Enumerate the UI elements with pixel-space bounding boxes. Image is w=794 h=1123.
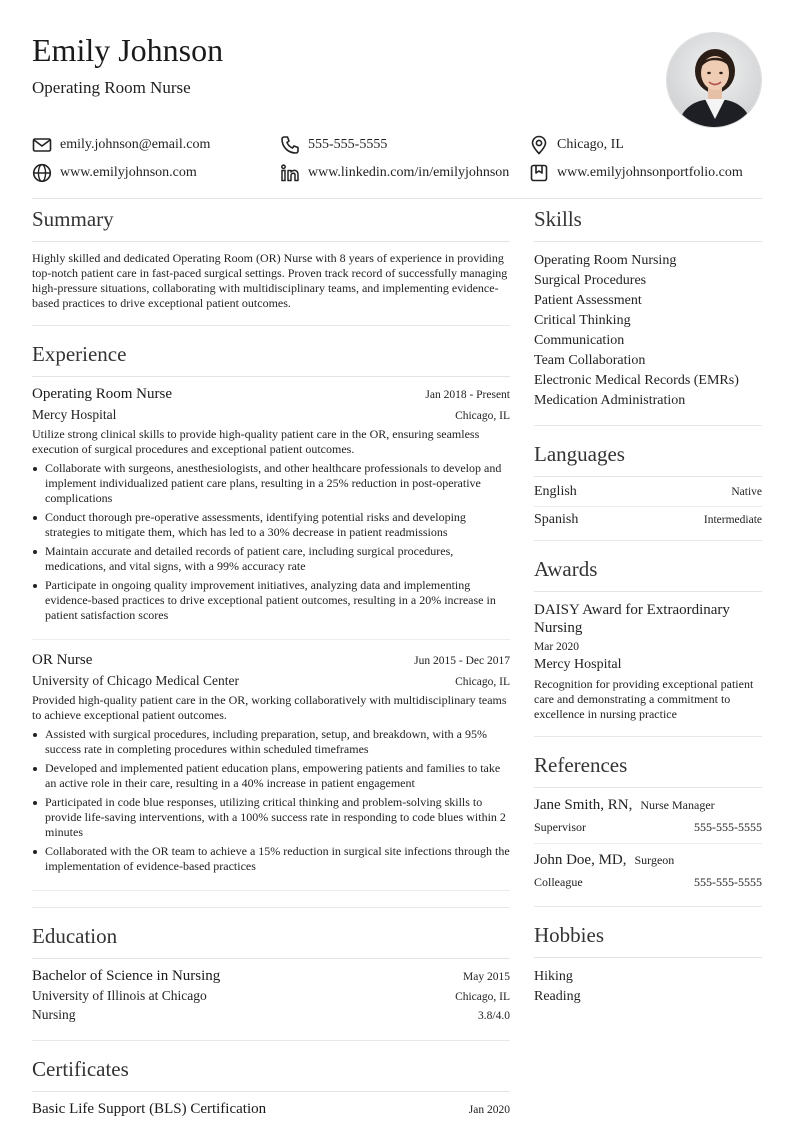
- contact-info: [32, 136, 762, 182]
- hobby-item: Hiking: [534, 969, 573, 984]
- experience-heading: Experience: [32, 342, 510, 377]
- contact-phone-text: 555-555-5555: [308, 137, 388, 152]
- reference-role: Nurse Manager: [640, 798, 715, 812]
- reference-relation: Supervisor: [534, 820, 586, 834]
- skill-item: Communication: [534, 333, 625, 348]
- skill-item: Surgical Procedures: [534, 273, 647, 288]
- skill-item: Patient Assessment: [534, 293, 642, 308]
- awards-heading: Awards: [534, 557, 762, 592]
- globe-icon: [32, 163, 52, 183]
- achievement-item: Participate in ongoing quality improvement initiatives, analyzing data and implementing evidence-based practices to drive exceptional patient outcomes, resulting in a 20% increase in patient satisfaction scores: [32, 578, 510, 623]
- languages-heading: Languages: [534, 442, 762, 477]
- job-employer: University of Chicago Medical Center: [32, 673, 239, 688]
- job-role: Operating Room Nurse: [32, 386, 172, 402]
- contact-portfolio[interactable]: [529, 164, 762, 182]
- job-achievements: [32, 727, 510, 874]
- achievement-item: Maintain accurate and detailed records of patient care, including surgical procedures, medications, and vital signs, with a 99% accuracy rate: [32, 544, 510, 574]
- language-item: [534, 479, 762, 507]
- reference-phone[interactable]: 555-555-5555: [694, 820, 762, 834]
- education-section: [32, 924, 510, 1041]
- summary-heading: Summary: [32, 207, 510, 242]
- skill-item: Team Collaboration: [534, 353, 646, 368]
- contact-linkedin-text: www.linkedin.com/in/emilyjohnson: [308, 165, 510, 180]
- phone-icon: [280, 135, 300, 155]
- award-date: Mar 2020: [534, 641, 580, 653]
- language-item: [534, 507, 762, 534]
- candidate-name: Emily Johnson: [32, 32, 224, 68]
- experience-section: [32, 342, 510, 908]
- job-location: Chicago, IL: [455, 410, 510, 422]
- skill-item: Operating Room Nursing: [534, 253, 677, 268]
- achievement-item: Collaborated with the OR team to achieve a 15% reduction in surgical site infections through the implementation of evidence-based practices: [32, 844, 510, 874]
- resume-body: [32, 207, 762, 1123]
- degree-name: Bachelor of Science in Nursing: [32, 968, 221, 984]
- graduation-date: May 2015: [463, 971, 510, 983]
- skills-heading: Skills: [534, 207, 762, 242]
- award-title: DAISY Award for Extraordinary Nursing: [534, 602, 730, 636]
- certificate-name: Basic Life Support (BLS) Certification: [32, 1101, 267, 1117]
- certificates-section: [32, 1057, 510, 1123]
- job-employer: Mercy Hospital: [32, 407, 117, 422]
- job-location: Chicago, IL: [455, 676, 510, 688]
- gpa: 3.8/4.0: [478, 1010, 510, 1022]
- school-name: University of Illinois at Chicago: [32, 988, 207, 1003]
- achievement-item: Collaborate with surgeons, anesthesiologists, and other healthcare professionals to develop and implement individualized patient care plans, resulting in a 25% reduction in post-operative complications: [32, 461, 510, 506]
- awards-section: [534, 557, 762, 737]
- award-description: Recognition for providing exceptional patient care and demonstrating a commitment to excellence in nursing practice: [534, 677, 754, 721]
- job-role: OR Nurse: [32, 652, 93, 668]
- left-column: [32, 207, 510, 1123]
- school-location: Chicago, IL: [455, 991, 510, 1003]
- map-pin-icon: [529, 135, 549, 155]
- contact-email[interactable]: [32, 136, 280, 154]
- field-of-study: Nursing: [32, 1007, 76, 1022]
- profile-photo: [666, 32, 762, 128]
- language-name: English: [534, 484, 577, 499]
- hobby-item: Reading: [534, 989, 581, 1004]
- linkedin-icon: [280, 163, 300, 183]
- reference-item: [534, 797, 762, 844]
- contact-location-text: Chicago, IL: [557, 137, 624, 152]
- language-name: Spanish: [534, 512, 579, 527]
- languages-section: [534, 442, 762, 541]
- job-description: Provided high-quality patient care in the OR, working collaboratively with multidisciplinary teams to achieve exceptional patient outcomes.: [32, 693, 507, 722]
- portfolio-icon: [529, 163, 549, 183]
- experience-entry: [32, 652, 510, 891]
- hobbies-section: [534, 923, 762, 1021]
- job-achievements: [32, 461, 510, 623]
- reference-name: John Doe, MD,: [534, 852, 627, 868]
- contact-website[interactable]: [32, 164, 280, 182]
- right-column: [534, 207, 762, 1123]
- reference-relation: Colleague: [534, 875, 583, 889]
- language-level: Native: [731, 486, 762, 498]
- skill-item: Critical Thinking: [534, 313, 631, 328]
- envelope-icon: [32, 135, 52, 155]
- summary-section: [32, 207, 510, 326]
- language-level: Intermediate: [703, 514, 762, 526]
- header-divider: [32, 198, 762, 199]
- education-heading: Education: [32, 924, 510, 959]
- skill-item: Electronic Medical Records (EMRs): [534, 373, 739, 388]
- achievement-item: Participated in code blue responses, utilizing critical thinking and problem-solving skills to provide life-saving interventions, with a 100% success rate in responding to code blues within 2 minutes: [32, 795, 510, 840]
- achievement-item: Conduct thorough pre-operative assessments, identifying potential risks and developing strategies to mitigate them, which has led to a 30% decrease in patient readmissions: [32, 510, 510, 540]
- award-issuer: Mercy Hospital: [534, 657, 622, 672]
- skills-section: [534, 207, 762, 426]
- contact-portfolio-text: www.emilyjohnsonportfolio.com: [557, 165, 743, 180]
- contact-linkedin[interactable]: [280, 164, 529, 182]
- candidate-title: Operating Room Nurse: [32, 78, 191, 97]
- references-heading: References: [534, 753, 762, 788]
- reference-phone[interactable]: 555-555-5555: [694, 875, 762, 889]
- resume-header: [32, 0, 762, 128]
- job-dates: Jun 2015 - Dec 2017: [414, 655, 510, 667]
- job-dates: Jan 2018 - Present: [425, 389, 510, 401]
- summary-text: Highly skilled and dedicated Operating Room (OR) Nurse with 8 years of experience in providing top-notch patient care in fast-paced surgical settings. Proven track record of successfully managing high-pressure situations, collaborating with multidisciplinary teams, and implementing evidence-based practices to drive exceptional patient outcomes.: [32, 251, 508, 310]
- certificates-heading: Certificates: [32, 1057, 510, 1092]
- contact-website-text: www.emilyjohnson.com: [60, 165, 197, 180]
- achievement-item: Developed and implemented patient education plans, empowering patients and families to take an active role in their care, resulting in a 40% increase in patient engagement: [32, 761, 510, 791]
- hobbies-heading: Hobbies: [534, 923, 762, 958]
- contact-email-text: emily.johnson@email.com: [60, 137, 211, 152]
- certificate-date: Jan 2020: [468, 1104, 510, 1116]
- experience-entry: [32, 386, 510, 640]
- reference-item: [534, 852, 762, 898]
- contact-location: [529, 136, 762, 154]
- references-section: [534, 753, 762, 907]
- reference-role: Surgeon: [634, 853, 675, 867]
- achievement-item: Assisted with surgical procedures, including preparation, setup, and breakdown, with a 95% success rate in completing procedures within scheduled timeframes: [32, 727, 510, 757]
- job-description: Utilize strong clinical skills to provide high-quality patient care in the OR, ensuring seamless execution of surgical procedures and exceptional patient outcomes.: [32, 427, 480, 456]
- skill-item: Medication Administration: [534, 393, 686, 408]
- contact-phone[interactable]: [280, 136, 529, 154]
- reference-name: Jane Smith, RN,: [534, 797, 633, 813]
